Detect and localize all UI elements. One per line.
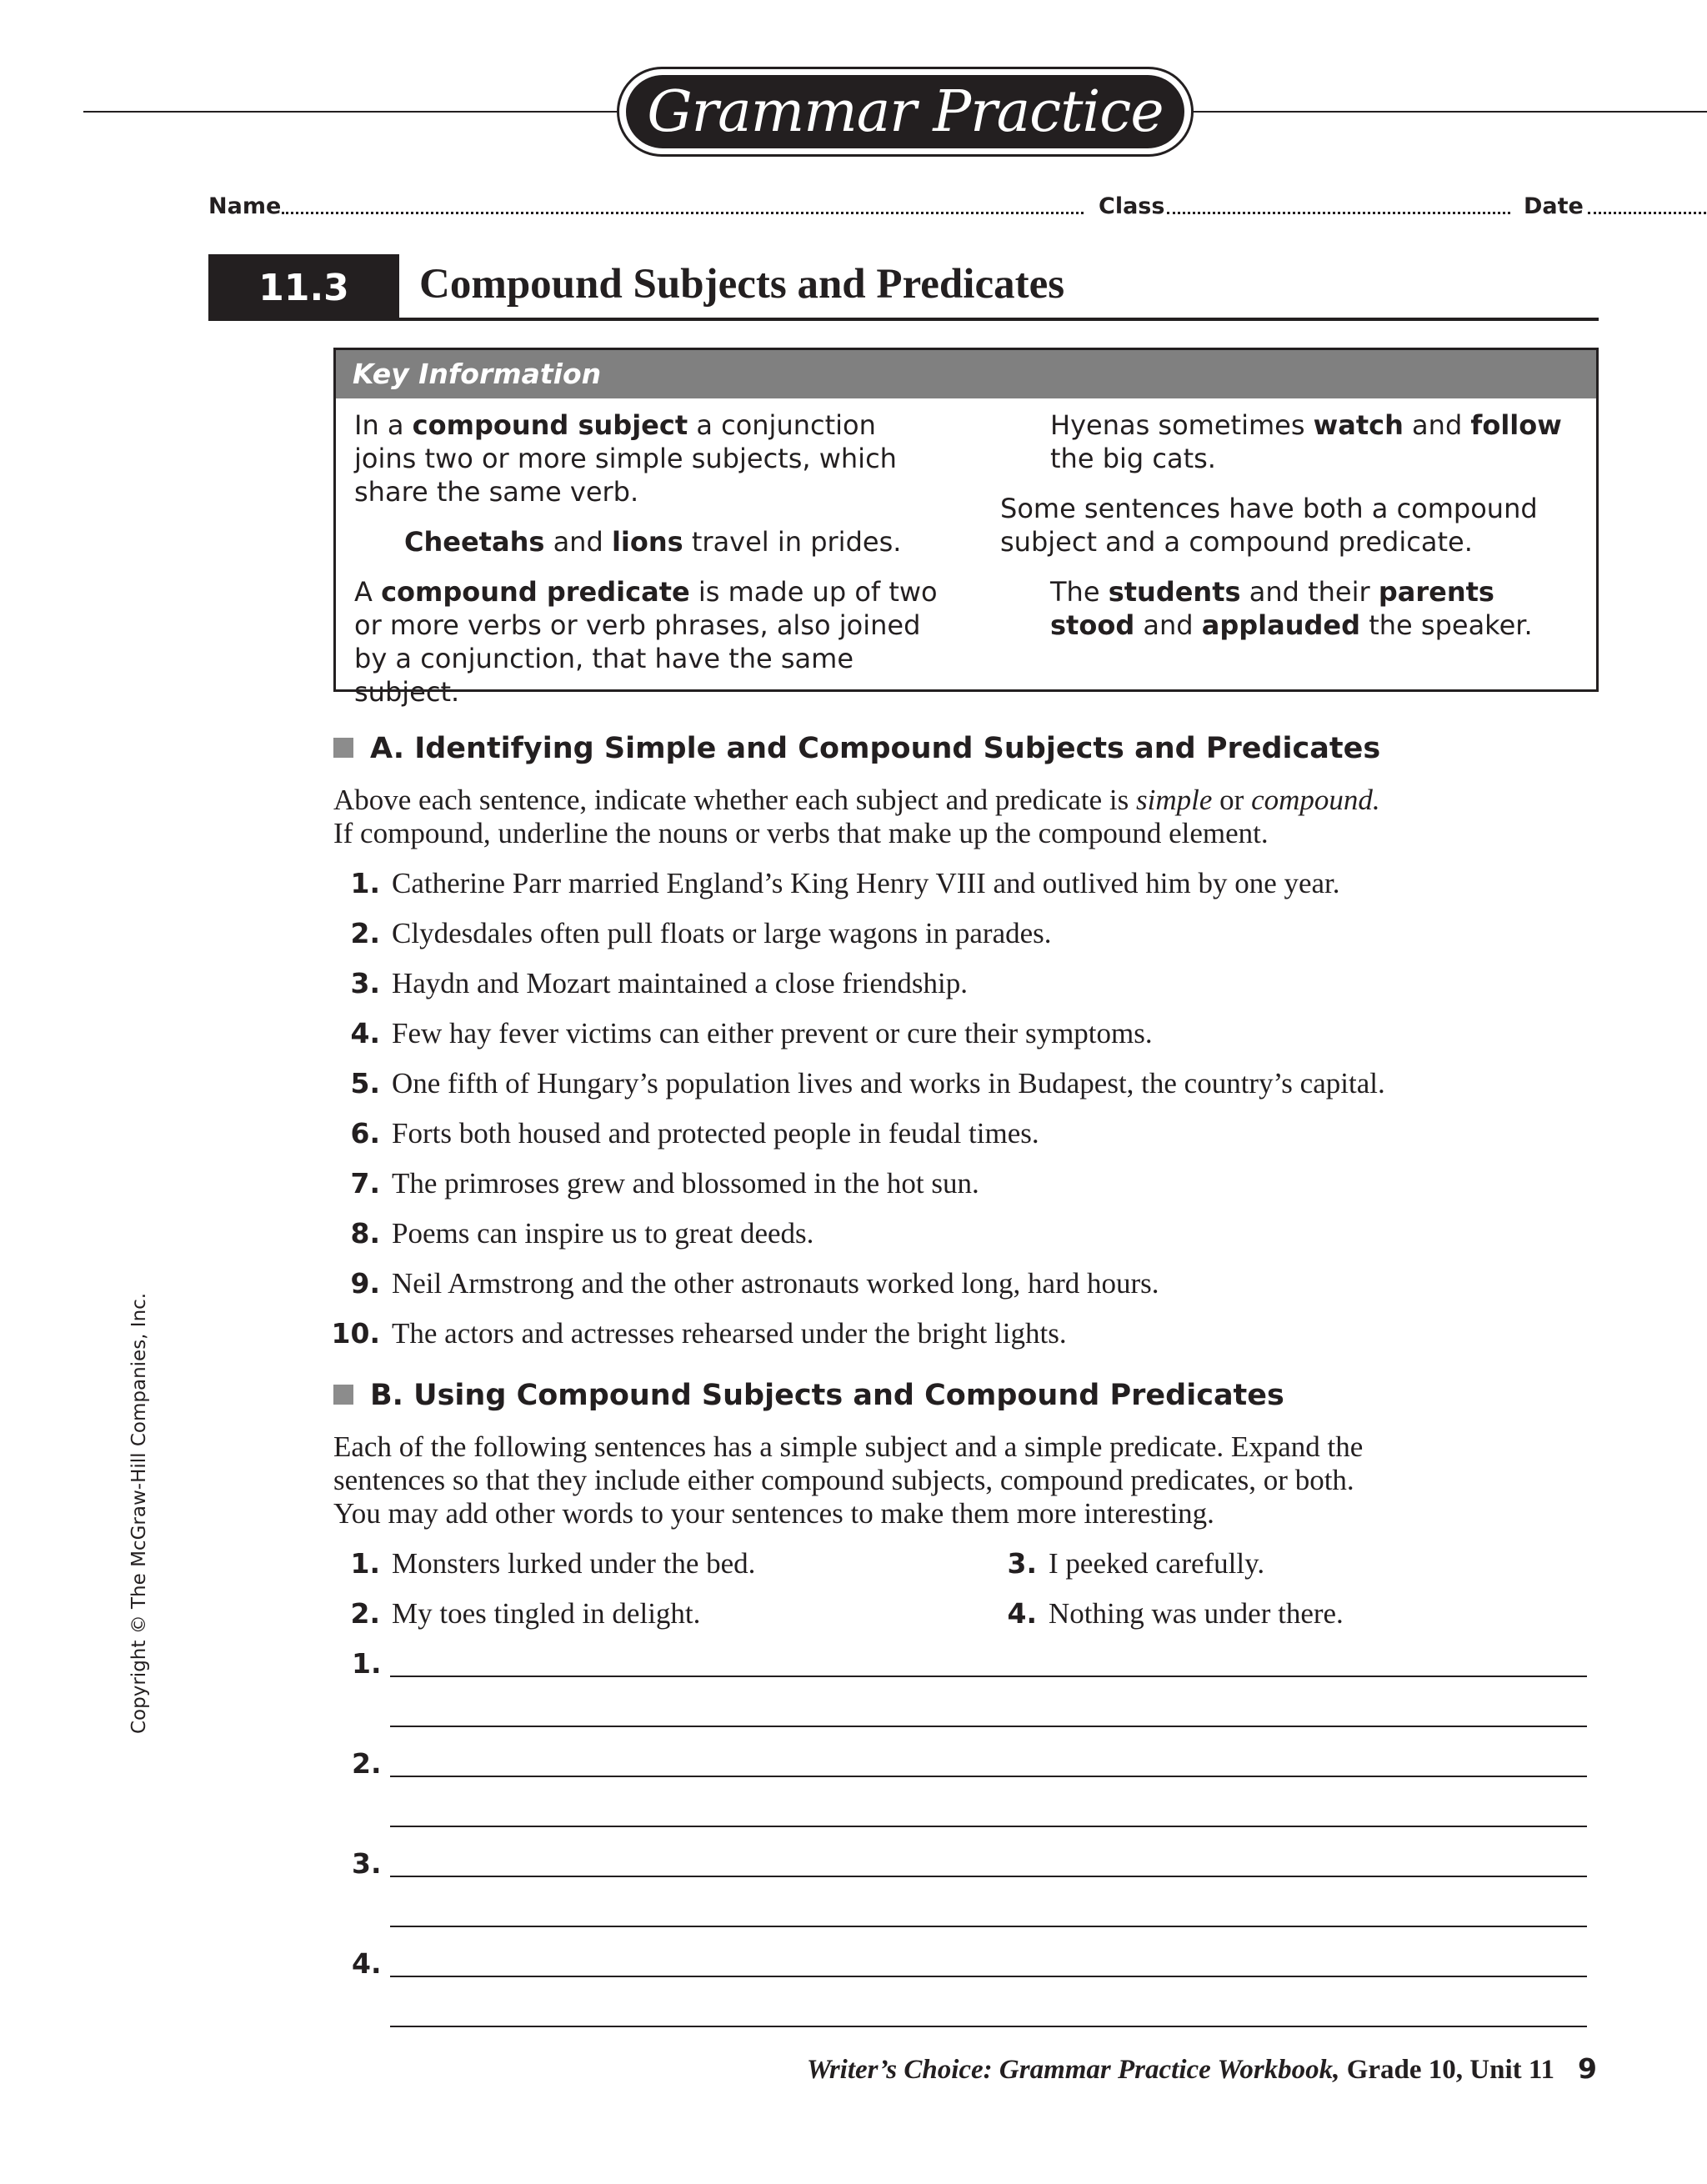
item-number: 4. xyxy=(1007,1597,1037,1630)
key-info-example xyxy=(354,525,938,559)
item-text: Monsters lurked under the bed. xyxy=(392,1547,756,1580)
list-item xyxy=(350,1267,1159,1300)
text: the speaker. xyxy=(1360,609,1533,641)
part-a-instructions xyxy=(333,784,1584,850)
term: Cheetahs xyxy=(404,526,545,558)
item-text: One fifth of Hungary’s population lives and works in Budapest, the country’s capital. xyxy=(392,1067,1385,1100)
text: In a xyxy=(354,409,413,441)
title-banner-fill xyxy=(626,75,1184,148)
item-number: 4. xyxy=(350,1017,380,1049)
list-item xyxy=(350,1547,756,1580)
section-title: Compound Subjects and Predicates xyxy=(419,261,1065,308)
term: lions xyxy=(611,526,683,558)
list-item xyxy=(331,1317,1067,1350)
title-banner xyxy=(617,67,1194,157)
answer-number: 3. xyxy=(352,1847,382,1880)
part-b-heading-text: B. Using Compound Subjects and Compound Predicates xyxy=(370,1379,1284,1412)
part-b-instructions xyxy=(333,1430,1584,1530)
key-info-example xyxy=(1000,575,1588,642)
page-footer xyxy=(807,2052,1597,2086)
term: compound subject xyxy=(412,409,688,441)
text: a conjunction joins two or more simple subjects, which share the same verb. xyxy=(354,409,897,508)
item-text: The actors and actresses rehearsed under the bright lights. xyxy=(392,1317,1067,1350)
list-item xyxy=(350,1067,1385,1100)
list-item xyxy=(350,1217,814,1250)
term: applauded xyxy=(1201,609,1361,641)
list-item xyxy=(350,967,969,1000)
text: A xyxy=(354,576,382,608)
list-item xyxy=(350,867,1340,900)
item-number: 2. xyxy=(350,917,380,949)
answer-line[interactable] xyxy=(390,1726,1587,1727)
list-item xyxy=(350,1597,701,1630)
item-text: Forts both housed and protected people in feudal times. xyxy=(392,1117,1039,1150)
item-text: Clydesdales often pull floats or large wagons in parades. xyxy=(392,917,1052,949)
text: If compound, underline the nouns or verbs that make up the compound element. xyxy=(333,817,1269,849)
item-text: I peeked carefully. xyxy=(1049,1547,1265,1580)
footer-grade: Grade 10, Unit 11 xyxy=(1339,2055,1555,2085)
key-info-paragraph xyxy=(354,575,938,709)
text: travel in prides. xyxy=(683,526,902,558)
text: The xyxy=(1050,576,1109,608)
name-label: Name xyxy=(208,193,282,219)
answer-line[interactable] xyxy=(390,1826,1587,1827)
key-info-paragraph xyxy=(354,408,938,508)
key-info-left-column xyxy=(354,408,938,709)
key-information-heading: Key Information xyxy=(336,350,1596,398)
answer-line[interactable] xyxy=(390,2026,1587,2027)
item-text: Poems can inspire us to great deeds. xyxy=(392,1217,814,1250)
footer-book-title: Writer’s Choice: Grammar Practice Workbook, xyxy=(806,2055,1340,2085)
term: students xyxy=(1108,576,1241,608)
term: compound predicate xyxy=(381,576,690,608)
part-b-heading xyxy=(333,1379,1284,1412)
item-text: Neil Armstrong and the other astronauts worked long, hard hours. xyxy=(392,1267,1159,1300)
term: watch xyxy=(1313,409,1404,441)
section-rule xyxy=(399,318,1599,321)
answer-line[interactable] xyxy=(390,1676,1587,1677)
square-bullet-icon xyxy=(333,738,353,758)
text: simple xyxy=(1136,784,1213,816)
term: follow xyxy=(1470,409,1562,441)
text: compound. xyxy=(1251,784,1380,816)
text: is made up of two or more verbs or verb phrases, also joined by a conjunction, that have the same subject. xyxy=(354,576,938,708)
item-number: 2. xyxy=(350,1597,380,1630)
item-number: 8. xyxy=(350,1217,380,1250)
key-information-box xyxy=(333,348,1599,708)
item-number: 10. xyxy=(331,1317,380,1350)
text: sentences so that they include either compound subjects, compound predicates, or both. xyxy=(333,1464,1354,1496)
item-number: 3. xyxy=(350,967,380,999)
text: and xyxy=(544,526,612,558)
class-label: Class xyxy=(1099,193,1165,219)
key-info-right-column xyxy=(1000,408,1588,642)
item-number: 6. xyxy=(350,1117,380,1150)
banner-title: Grammar Practice xyxy=(647,78,1164,145)
answer-line[interactable] xyxy=(390,1876,1587,1877)
list-item xyxy=(350,1117,1039,1150)
list-item xyxy=(350,1167,979,1200)
text: and xyxy=(1134,609,1202,641)
text: or xyxy=(1212,784,1252,816)
class-field[interactable] xyxy=(1167,212,1510,214)
list-item xyxy=(350,1017,1153,1050)
item-number: 3. xyxy=(1007,1547,1037,1580)
text: Above each sentence, indicate whether each subject and predicate is xyxy=(333,784,1137,816)
square-bullet-icon xyxy=(333,1385,353,1405)
part-a-heading xyxy=(333,732,1380,765)
answer-number: 2. xyxy=(352,1747,382,1780)
list-item xyxy=(350,917,1052,950)
text: You may add other words to your sentences to make them more interesting. xyxy=(333,1497,1214,1530)
item-text: The primroses grew and blossomed in the hot sun. xyxy=(392,1167,979,1200)
copyright-notice: Copyright © The McGraw-Hill Companies, Inc. xyxy=(128,1292,150,1734)
text: and their xyxy=(1240,576,1379,608)
item-number: 5. xyxy=(350,1067,380,1100)
part-a-heading-text: A. Identifying Simple and Compound Subjects and Predicates xyxy=(370,732,1381,765)
item-number: 1. xyxy=(350,867,380,899)
page-number: 9 xyxy=(1578,2052,1597,2085)
name-class-date-row xyxy=(208,193,1599,227)
answer-line[interactable] xyxy=(390,1926,1587,1927)
item-text: Nothing was under there. xyxy=(1049,1597,1344,1630)
list-item xyxy=(1007,1547,1265,1580)
term: parents stood xyxy=(1050,576,1494,641)
key-info-paragraph: Some sentences have both a compound subject and a compound predicate. xyxy=(1000,493,1538,558)
list-item xyxy=(1007,1597,1344,1630)
date-label: Date xyxy=(1524,193,1584,219)
text: Each of the following sentences has a simple subject and a simple predicate. Expand the xyxy=(333,1430,1364,1463)
answer-number: 4. xyxy=(352,1947,382,1980)
item-text: Few hay fever victims can either prevent or cure their symptoms. xyxy=(392,1017,1153,1049)
key-info-example xyxy=(1000,408,1588,475)
answer-number: 1. xyxy=(352,1647,382,1680)
text: the big cats. xyxy=(1050,443,1216,474)
name-field[interactable] xyxy=(282,212,1084,214)
item-text: Haydn and Mozart maintained a close friendship. xyxy=(392,967,969,999)
item-number: 9. xyxy=(350,1267,380,1300)
item-text: Catherine Parr married England’s King Henry VIII and outlived him by one year. xyxy=(392,867,1340,899)
text: and xyxy=(1403,409,1471,441)
item-number: 7. xyxy=(350,1167,380,1200)
answer-line[interactable] xyxy=(390,1976,1587,1977)
item-number: 1. xyxy=(350,1547,380,1580)
item-text: My toes tingled in delight. xyxy=(392,1597,701,1630)
answer-line[interactable] xyxy=(390,1776,1587,1777)
section-number: 11.3 xyxy=(208,254,399,321)
text: Hyenas sometimes xyxy=(1050,409,1314,441)
date-field[interactable] xyxy=(1588,212,1707,214)
